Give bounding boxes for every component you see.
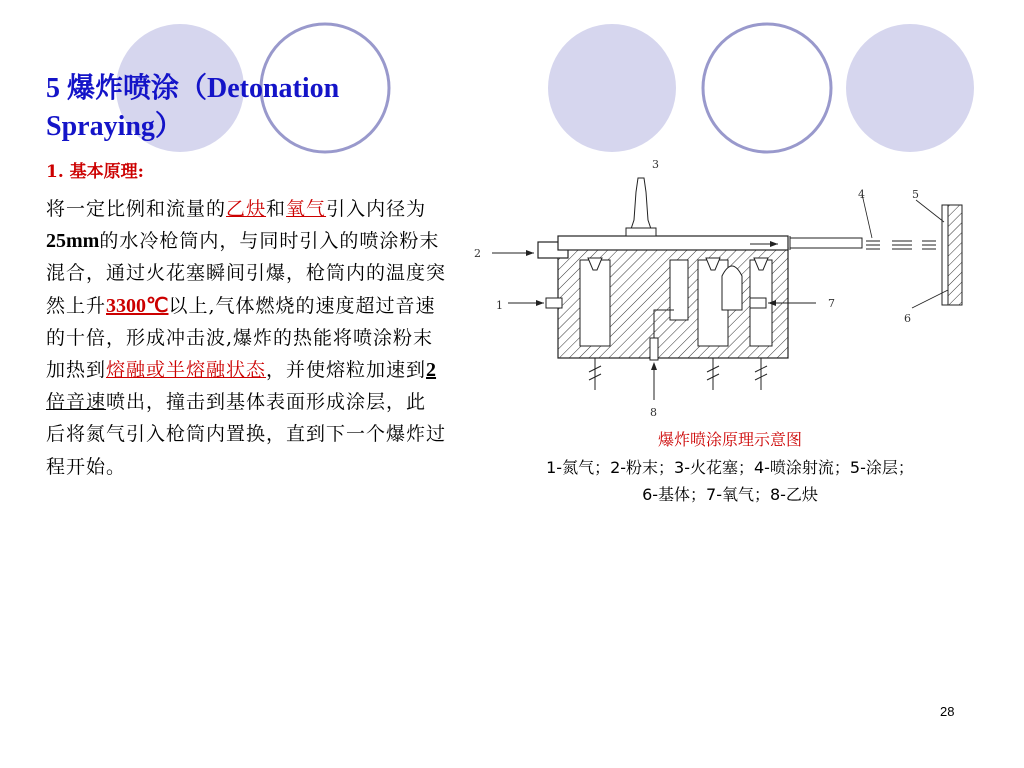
inner-channel: [580, 260, 610, 346]
body-text: 喷出，撞击到基体表面形成涂层，此后将氮气引入枪筒内置换，直到下一个爆炸过程开始。: [46, 391, 447, 478]
figure-caption-line: 6-基体；7-氧气；8-乙炔: [642, 485, 818, 504]
oxygen-highlight: 氧气: [286, 198, 327, 220]
figure-label-1: 1: [496, 299, 503, 312]
nitrogen-inlet: [546, 298, 562, 308]
coating-layer: [942, 205, 948, 305]
spray-jet: [866, 241, 936, 249]
decor-circle: [703, 24, 831, 152]
figure-caption-title: 爆炸喷涂原理示意图: [657, 430, 802, 449]
figure-label-8: 8: [650, 406, 657, 419]
detonation-gun-diagram: [460, 150, 990, 425]
spark-plug: [630, 178, 652, 232]
arrow-head: [526, 250, 534, 256]
arrow-head: [536, 300, 544, 306]
figure-label-4: 4: [858, 188, 865, 201]
speed-word: 倍音速: [46, 391, 107, 414]
slide-title: 5 爆炸喷涂（Detonation Spraying）: [46, 73, 340, 142]
figure-caption-line: 1-氮气；2-粉末；3-火花塞；4-喷涂射流；5-涂层；: [546, 458, 914, 477]
u-channel: [722, 266, 742, 310]
figure-label-2: 2: [474, 247, 481, 260]
acetylene-highlight: 乙炔: [226, 198, 267, 220]
oxygen-inlet: [750, 298, 766, 308]
molten-state-highlight: 熔融或半熔融状态: [106, 359, 267, 382]
body-text: 和: [266, 198, 287, 220]
acetylene-inlet: [650, 338, 658, 360]
arrow-head: [651, 362, 657, 370]
body-text: ，并使熔粒加速到: [266, 359, 427, 382]
bore-value: 25mm: [46, 230, 100, 253]
spark-plug-base: [626, 228, 656, 236]
substrate: [948, 205, 962, 305]
pipe-marks: [589, 366, 767, 380]
body-text: 将一定比例和流量的: [46, 198, 227, 220]
figure-label-7: 7: [828, 297, 835, 310]
figure-label-5: 5: [912, 188, 919, 201]
body-paragraph: [46, 193, 446, 483]
body-text: 的水冷枪筒内，与同时引入的喷涂粉末混合，通过火花塞瞬间引爆，枪筒内的温度突然上升: [46, 230, 447, 317]
body-text: 引入内径为: [326, 198, 427, 220]
temperature-highlight: 3300℃: [106, 294, 169, 317]
speed-number: 2: [426, 359, 437, 382]
decor-circle: [548, 24, 676, 152]
page-number: 28: [940, 704, 955, 719]
figure-label-3: 3: [652, 158, 659, 171]
decor-circle: [846, 24, 974, 152]
body-text: 以上,气体燃烧的速度超过音速的十倍，形成冲击波,爆炸的热能将喷涂粉末加热到: [46, 294, 436, 382]
inner-channel: [670, 260, 688, 320]
barrel-segment: [790, 238, 862, 248]
section-heading: 1. 基本原理:: [46, 162, 144, 182]
gun-barrel: [558, 236, 788, 250]
leader-line: [916, 200, 944, 222]
figure-label-6: 6: [904, 312, 911, 325]
